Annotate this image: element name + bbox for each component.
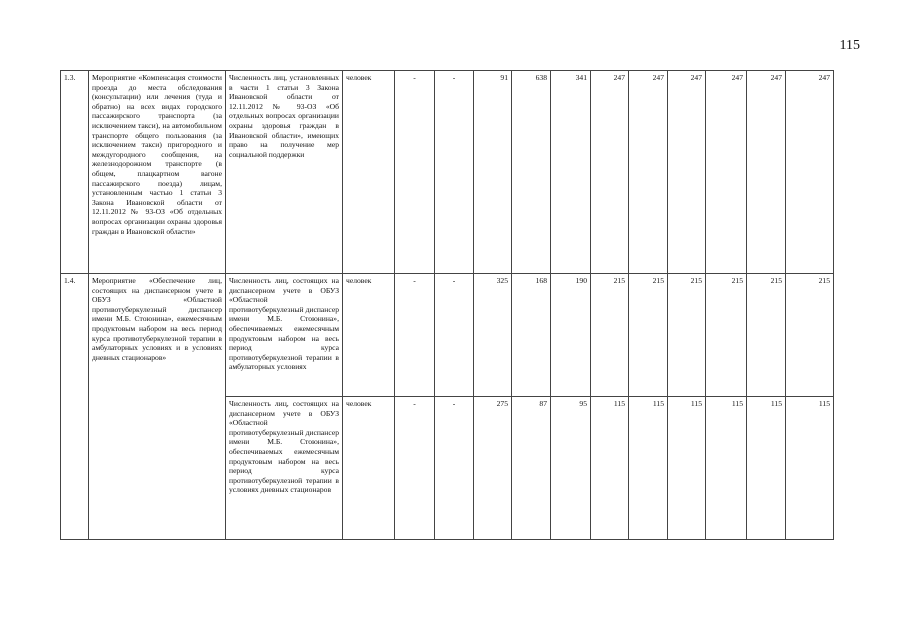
value-cell: 95 — [551, 397, 591, 540]
value-cell: - — [395, 274, 435, 397]
indicator-cell: Численность лиц, установленных в части 1 статьи 3 Закона Ивановской области от 12.11.2012 № 93-ОЗ «Об отдельных вопросах организации охраны здоровья граждан в Ивановской области», имеющих право на получение мер социальной поддержки — [226, 71, 343, 274]
page-number: 115 — [839, 38, 860, 53]
value-cell: 247 — [668, 71, 706, 274]
value-cell: 215 — [786, 274, 834, 397]
table-row — [61, 274, 834, 397]
value-cell: 91 — [474, 71, 512, 274]
value-cell: 115 — [591, 397, 629, 540]
value-cell: 168 — [512, 274, 551, 397]
indicators-table — [60, 70, 834, 540]
value-cell: 115 — [706, 397, 747, 540]
unit-cell: человек — [343, 397, 395, 540]
unit-cell: человек — [343, 274, 395, 397]
value-cell: 215 — [591, 274, 629, 397]
measure-cell: Мероприятие «Компенсация стоимости проезда до места обследования (консультации) или лечения (туда и обратно) на всех видах городского пассажирского транспорта (за исключением такси), на автомобильном транспорте общего пользования (за исключением такси) пригородного и междугородного сообщения, на железнодорожном транспорте (в общем, плацкартном вагоне пассажирского поезда) лицам, установленным частью 1 статьи 3 Закона Ивановской области от 12.11.2012 № 93-ОЗ «Об отдельных вопросах организации охраны здоровья граждан в Ивановской области» — [89, 71, 226, 274]
value-cell: 247 — [629, 71, 668, 274]
value-cell: 275 — [474, 397, 512, 540]
value-cell: 87 — [512, 397, 551, 540]
value-cell: - — [435, 397, 474, 540]
row-number: 1.4. — [61, 274, 89, 540]
value-cell: - — [435, 274, 474, 397]
indicator-cell: Численность лиц, состоящих на диспансерном учете в ОБУЗ «Областной противотуберкулезный диспансер имени М.Б. Стоюнина», обеспечиваемых ежемесячным продуктовым набором на весь период курса противотуберкулезной терапии в амбулаторных условиях — [226, 274, 343, 397]
value-cell: 215 — [668, 274, 706, 397]
value-cell: 115 — [786, 397, 834, 540]
value-cell: 247 — [591, 71, 629, 274]
value-cell: 247 — [706, 71, 747, 274]
row-number: 1.3. — [61, 71, 89, 274]
value-cell: 115 — [747, 397, 786, 540]
value-cell: 215 — [706, 274, 747, 397]
table-row — [61, 71, 834, 274]
value-cell: 247 — [786, 71, 834, 274]
value-cell: 215 — [629, 274, 668, 397]
value-cell: 115 — [668, 397, 706, 540]
value-cell: - — [395, 397, 435, 540]
value-cell: 341 — [551, 71, 591, 274]
value-cell: - — [395, 71, 435, 274]
value-cell: 115 — [629, 397, 668, 540]
indicator-cell: Численность лиц, состоящих на диспансерном учете в ОБУЗ «Областной противотуберкулезный диспансер имени М.Б. Стоюнина», обеспечиваемых ежемесячным продуктовым набором на весь период курса противотуберкулезной терапии в условиях дневных стационаров — [226, 397, 343, 540]
value-cell: 247 — [747, 71, 786, 274]
value-cell: 325 — [474, 274, 512, 397]
value-cell: - — [435, 71, 474, 274]
unit-cell: человек — [343, 71, 395, 274]
value-cell: 190 — [551, 274, 591, 397]
value-cell: 215 — [747, 274, 786, 397]
measure-cell: Мероприятие «Обеспечение лиц, состоящих на диспансерном учете в ОБУЗ «Областной противотуберкулезный диспансер имени М.Б. Стоюнина», ежемесячным продуктовым набором на весь период курса противотуберкулезной терапии в амбулаторных условиях и в условиях дневных стационаров» — [89, 274, 226, 540]
value-cell: 638 — [512, 71, 551, 274]
